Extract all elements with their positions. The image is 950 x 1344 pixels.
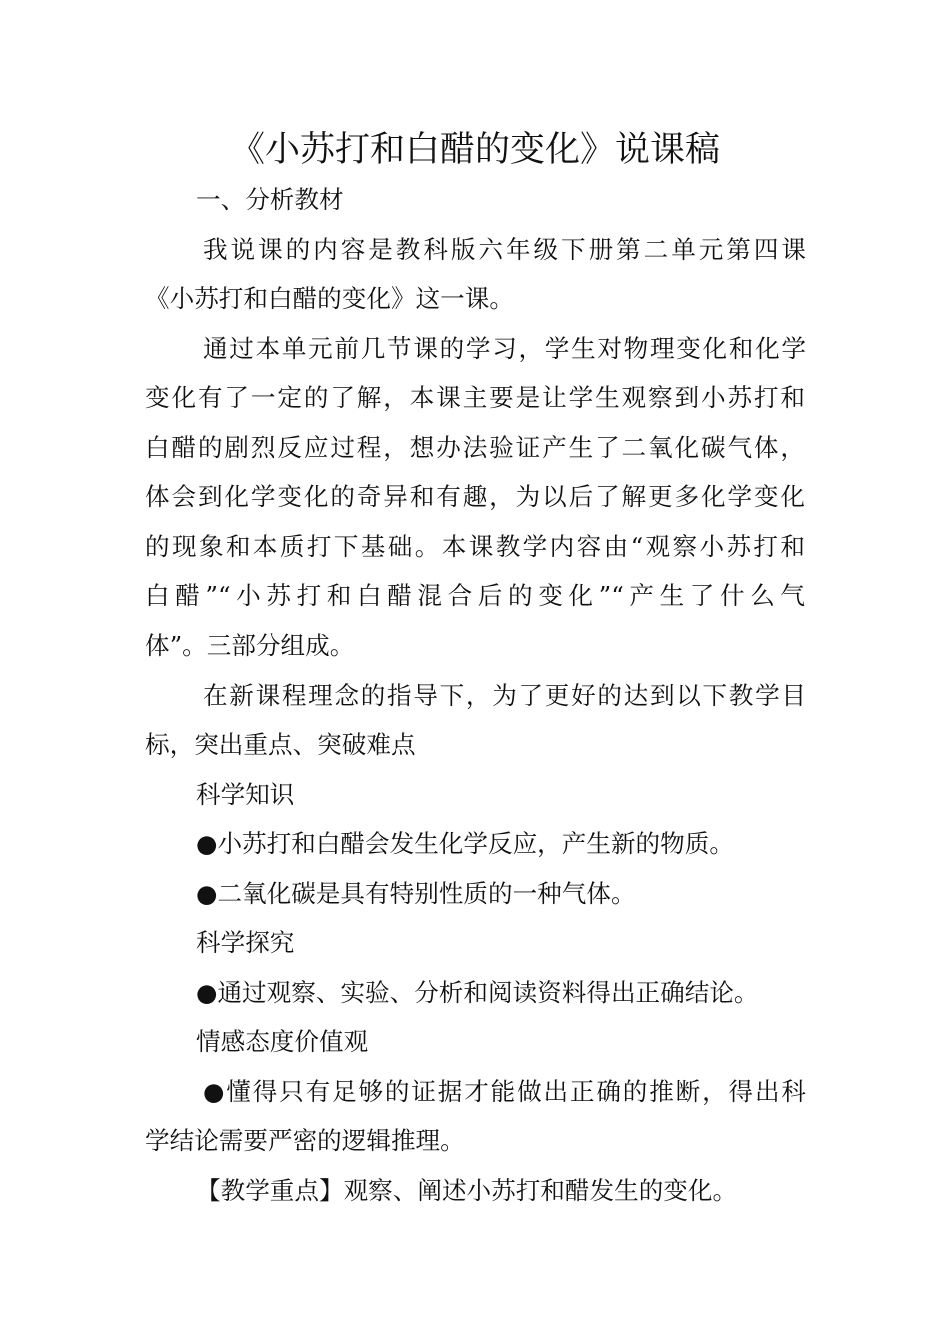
bullet-item: ●懂得只有足够的证据才能做出正确的推断，得出科 — [203, 1077, 806, 1106]
paragraph-line: 《小苏打和白醋的变化》这一课。 — [145, 284, 514, 313]
paragraph-line: 的现象和本质打下基础。本课教学内容由“观察小苏打和 — [145, 532, 805, 561]
bullet-item: ●通过观察、实验、分析和阅读资料得出正确结论。 — [196, 978, 759, 1007]
paragraph-line: 通过本单元前几节课的学习，学生对物理变化和化学 — [203, 334, 806, 363]
section-heading-analysis: 一、分析教材 — [196, 185, 344, 214]
teaching-focus: 【教学重点】观察、阐述小苏打和醋发生的变化。 — [196, 1176, 738, 1205]
subheading-science-inquiry: 科学探究 — [196, 928, 295, 957]
paragraph-line: 体会到化学变化的奇异和有趣，为以后了解更多化学变化 — [145, 482, 805, 511]
bullet-item: ●小苏打和白醋会发生化学反应，产生新的物质。 — [196, 829, 734, 858]
subheading-values: 情感态度价值观 — [196, 1027, 369, 1056]
paragraph-line: 我说课的内容是教科版六年级下册第二单元第四课 — [203, 235, 806, 264]
paragraph-line: 白醋的剧烈反应过程，想办法验证产生了二氧化碳气体， — [145, 433, 805, 462]
paragraph-line: 在新课程理念的指导下，为了更好的达到以下教学目 — [203, 681, 806, 710]
paragraph-line: 变化有了一定的了解，本课主要是让学生观察到小苏打和 — [145, 383, 805, 412]
paragraph-line: 体”。三部分组成。 — [145, 631, 355, 660]
paragraph-line: 白醋”“小苏打和白醋混合后的变化”“产生了什么气 — [145, 581, 805, 610]
paragraph-line: 标，突出重点、突破难点 — [145, 730, 416, 759]
bullet-item: ●二氧化碳是具有特别性质的一种气体。 — [196, 879, 636, 908]
paragraph-line: 学结论需要严密的逻辑推理。 — [145, 1126, 465, 1155]
document-title: 《小苏打和白醋的变化》说课稿 — [229, 130, 720, 170]
subheading-science-knowledge: 科学知识 — [196, 780, 295, 809]
